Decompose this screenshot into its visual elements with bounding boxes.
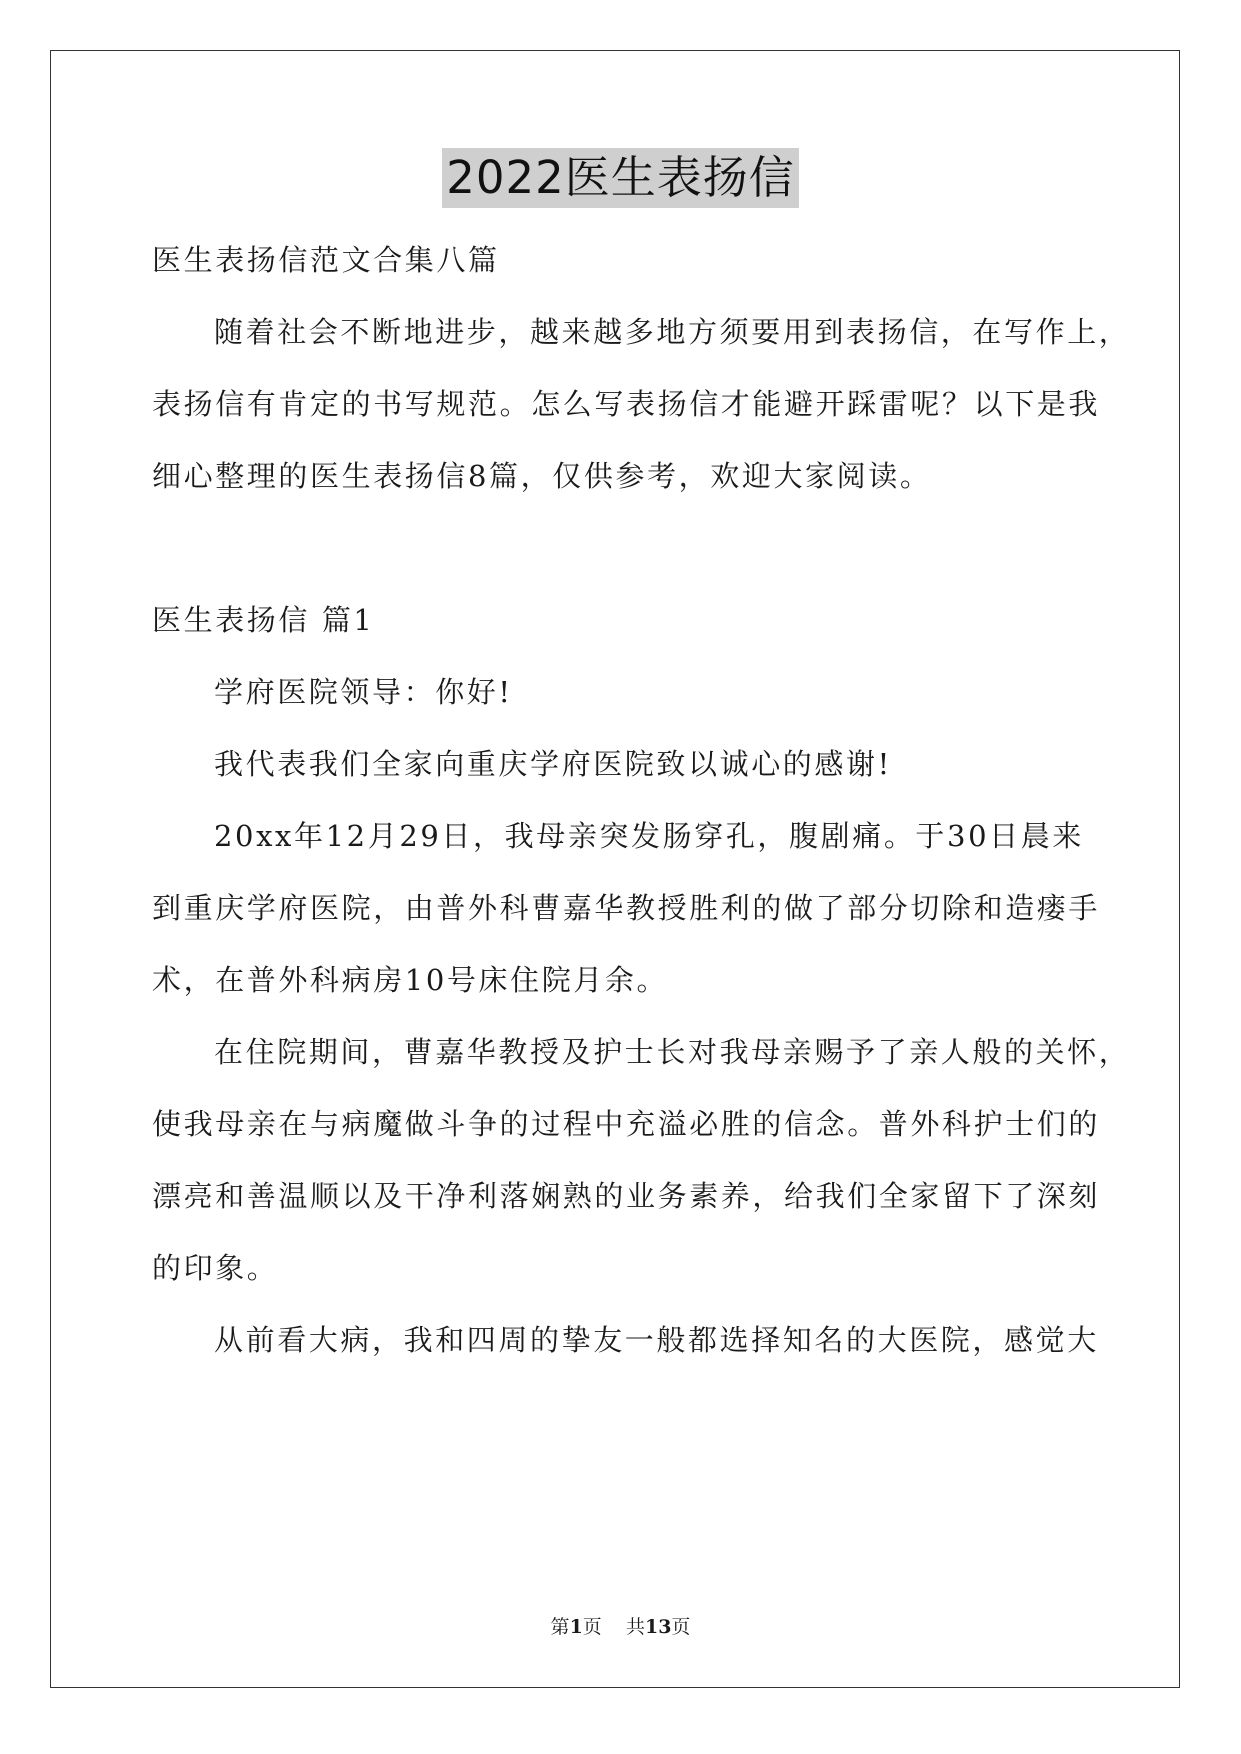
paragraph-3-line-1: 在住院期间，曹嘉华教授及护士长对我母亲赐予了亲人般的关怀，	[214, 1035, 1131, 1069]
footer-page-total: 13	[644, 1616, 672, 1638]
intro-line-2: 表扬信有肯定的书写规范。怎么写表扬信才能避开踩雷呢？以下是我	[152, 387, 1101, 421]
paragraph-3-line-3: 漂亮和善温顺以及干净利落娴熟的业务素养，给我们全家留下了深刻	[152, 1179, 1101, 1213]
footer-mid: 页 共	[582, 1616, 645, 1638]
footer-page-number: 1	[569, 1616, 583, 1638]
paragraph-1: 我代表我们全家向重庆学府医院致以诚心的感谢!	[214, 747, 892, 781]
footer-suffix: 页	[671, 1616, 691, 1638]
paragraph-3-line-4: 的印象。	[152, 1251, 279, 1285]
page-footer	[0, 1614, 1241, 1640]
document-title: 2022医生表扬信	[442, 148, 799, 208]
title-container	[0, 148, 1241, 208]
paragraph-4-line-1: 从前看大病，我和四周的挚友一般都选择知名的大医院，感觉大	[214, 1323, 1099, 1357]
paragraph-2-line-1: 20xx年12月29日，我母亲突发肠穿孔，腹剧痛。于30日晨来	[214, 819, 1084, 853]
document-subtitle: 医生表扬信范文合集八篇	[152, 243, 500, 277]
footer-prefix: 第	[550, 1616, 570, 1638]
intro-line-1: 随着社会不断地进步，越来越多地方须要用到表扬信，在写作上，	[214, 315, 1131, 349]
paragraph-2-line-3: 术，在普外科病房10号床住院月余。	[152, 963, 669, 997]
intro-line-3: 细心整理的医生表扬信8篇，仅供参考，欢迎大家阅读。	[152, 459, 932, 493]
paragraph-2-line-2: 到重庆学府医院，由普外科曹嘉华教授胜利的做了部分切除和造瘘手	[152, 891, 1101, 925]
page-border	[50, 50, 1180, 1688]
section-heading: 医生表扬信 篇1	[152, 603, 375, 637]
salutation: 学府医院领导：你好!	[214, 675, 513, 709]
paragraph-3-line-2: 使我母亲在与病魔做斗争的过程中充溢必胜的信念。普外科护士们的	[152, 1107, 1101, 1141]
